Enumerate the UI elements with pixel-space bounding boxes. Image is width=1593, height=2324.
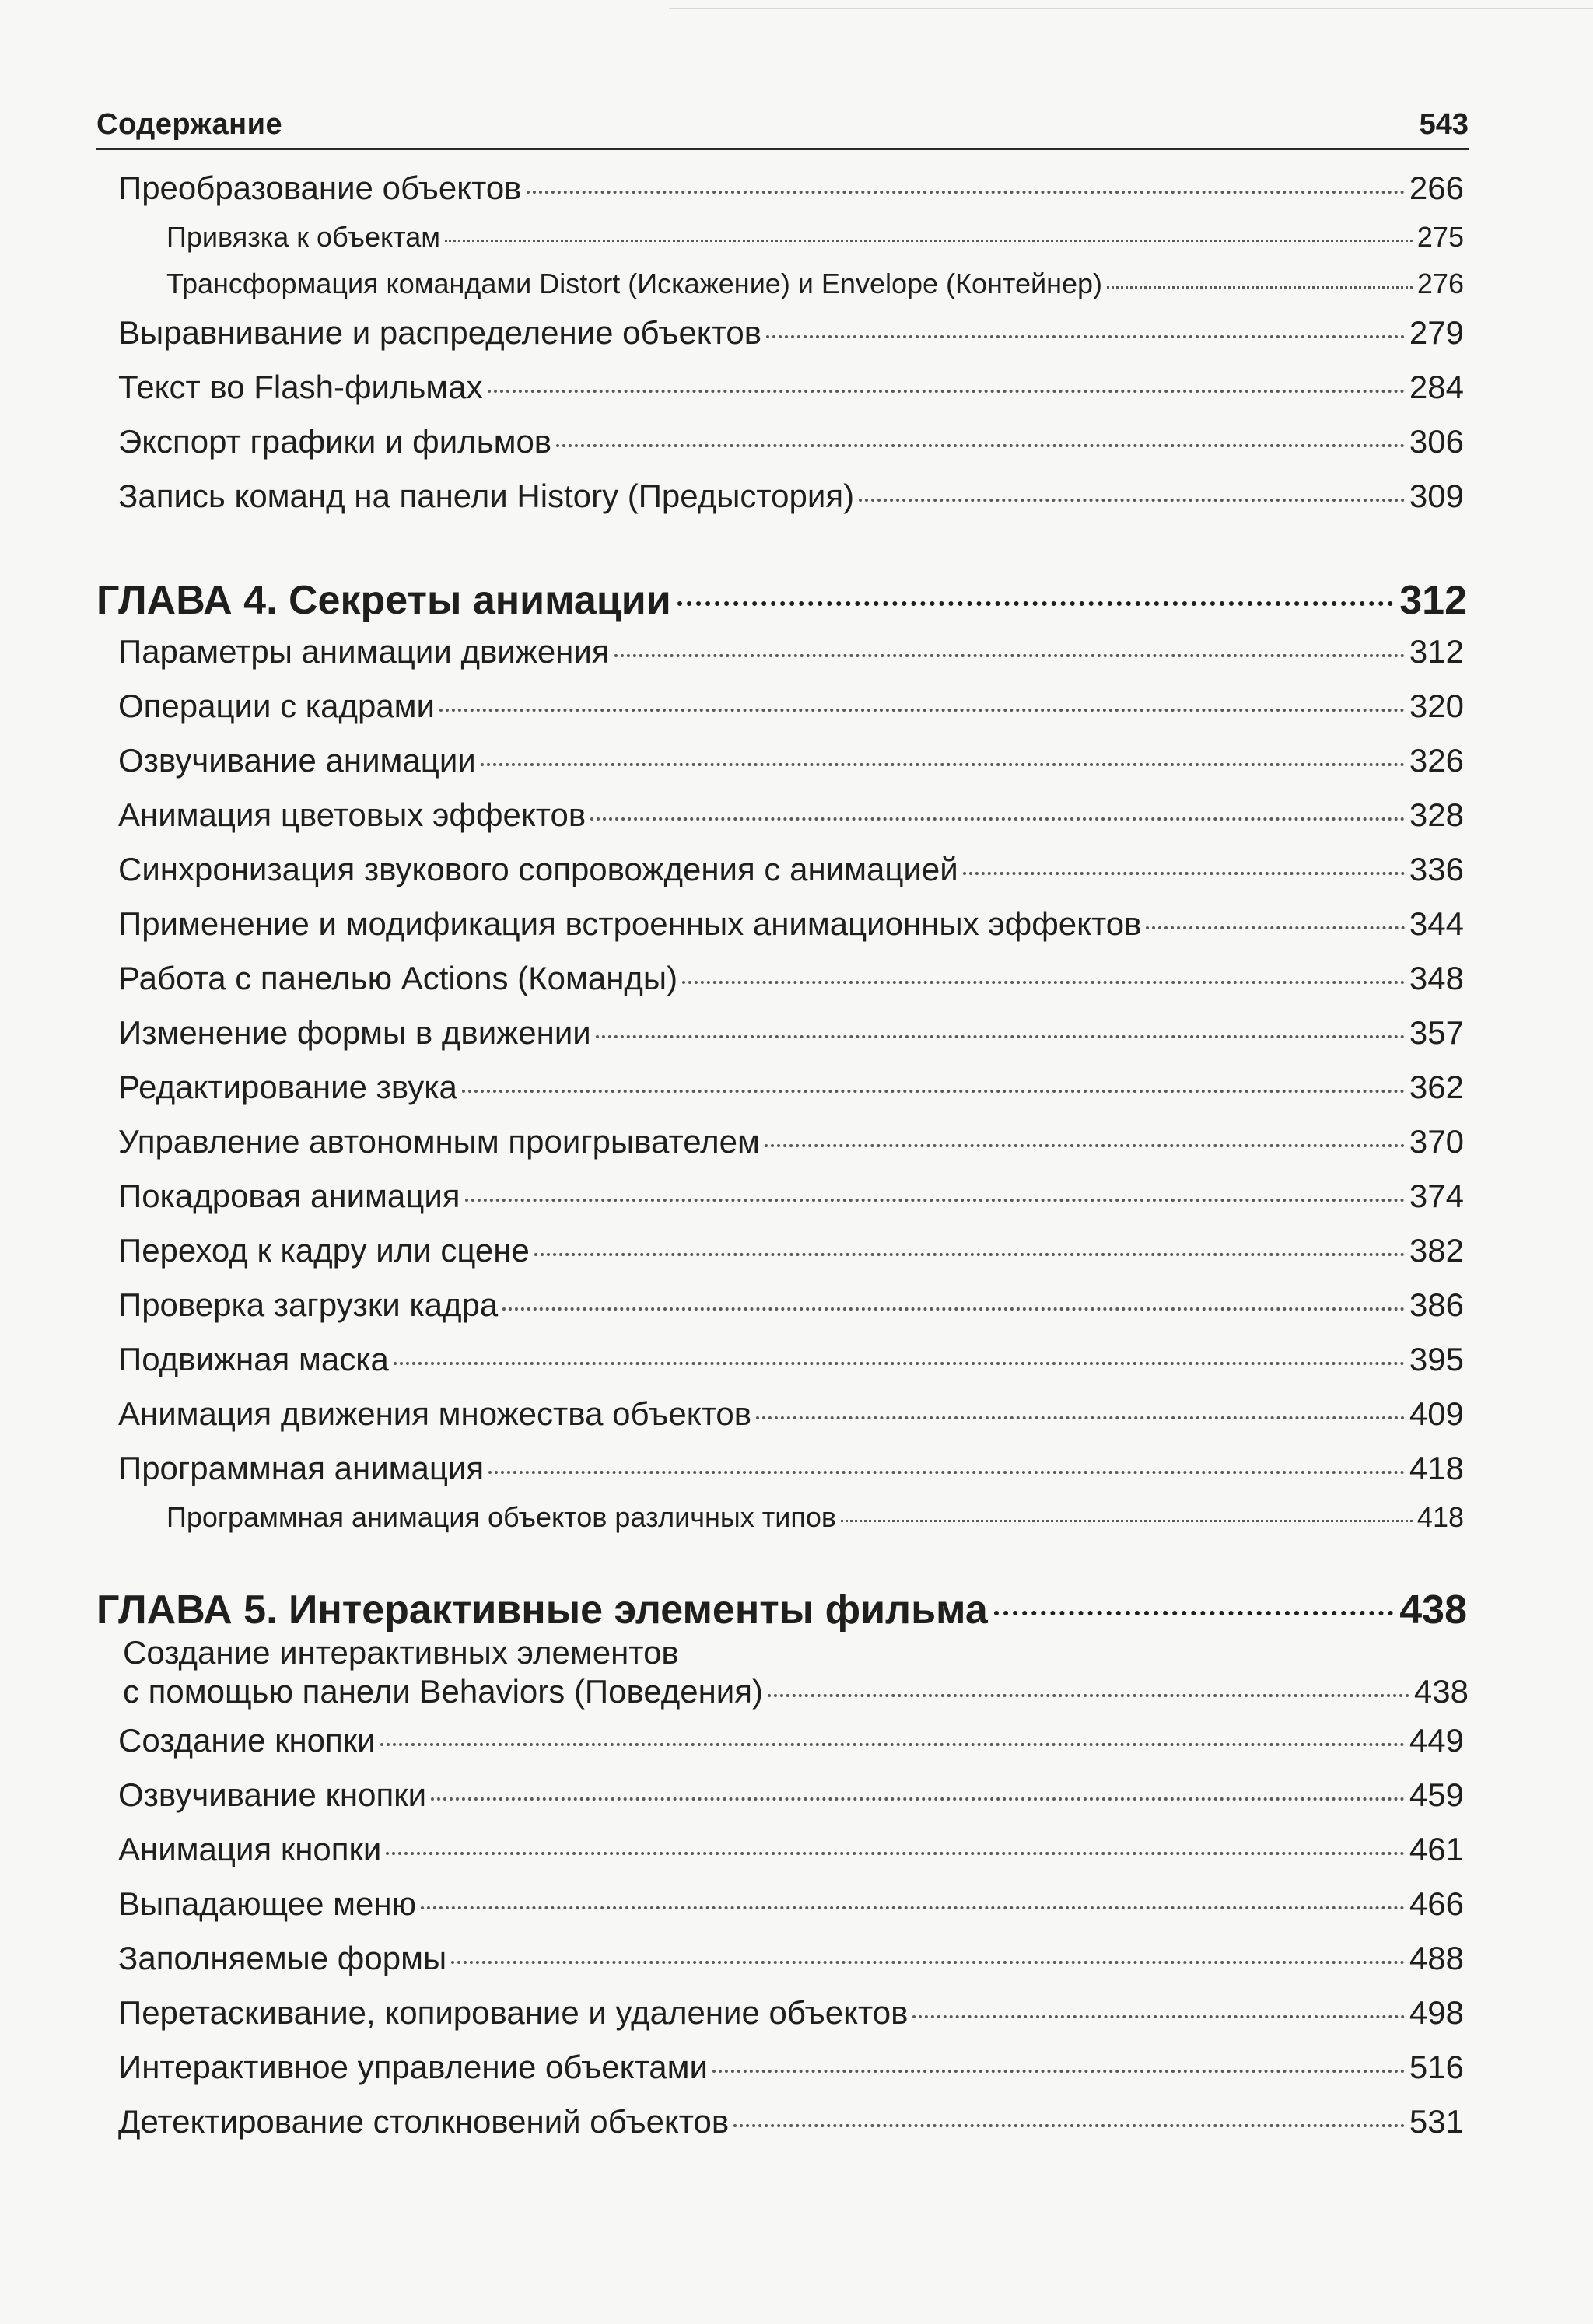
toc-entry: [118, 2049, 1464, 2086]
toc-entry-title: Программная анимация: [118, 1450, 485, 1486]
toc-dot-leader: [386, 1852, 1405, 1855]
toc-entry: [123, 1633, 1469, 1711]
toc-entry-title: Применение и модификация встроенных анимационных эффектов: [118, 905, 1142, 942]
toc-entry: [118, 1178, 1464, 1215]
toc-entry: [118, 851, 1464, 888]
toc-entry-title: Создание кнопки: [118, 1722, 376, 1759]
toc-dot-leader: [682, 981, 1405, 984]
toc-dot-leader: [439, 709, 1405, 712]
toc-entry-page: 438: [1413, 1673, 1469, 1710]
toc-dot-leader: [614, 654, 1405, 657]
toc-dot-leader: [590, 817, 1405, 821]
toc-entry-title: Редактирование звука: [118, 1069, 457, 1105]
toc-entry-page: 461: [1409, 1831, 1464, 1867]
toc-entry: [118, 1776, 1464, 1814]
toc-dot-leader: [768, 1694, 1409, 1697]
toc-entry-page: 374: [1409, 1178, 1464, 1214]
toc-dot-leader: [527, 191, 1405, 194]
toc-entry: [118, 1232, 1464, 1269]
toc-entry: [118, 633, 1464, 670]
running-header-page-number: 543: [1419, 108, 1469, 141]
toc-entry-title: Преобразование объектов: [118, 170, 522, 206]
toc-entry-page: 382: [1409, 1232, 1464, 1269]
toc-entry-title: Текст во Flash-фильмах: [118, 369, 483, 405]
toc-dot-leader: [1107, 286, 1413, 289]
toc-chapter-page: 438: [1399, 1587, 1467, 1633]
toc-dot-leader: [677, 601, 1394, 606]
toc-entry-title: Детектирование столкновений объектов: [118, 2103, 730, 2140]
toc-entry: [118, 1450, 1464, 1487]
toc-dot-leader: [1146, 926, 1404, 929]
toc-dot-leader: [394, 1362, 1405, 1365]
toc-entry: [118, 1123, 1464, 1160]
running-header-title: Содержание: [96, 108, 283, 141]
toc-entry-page: 418: [1409, 1450, 1464, 1486]
toc-dot-leader: [431, 1797, 1405, 1801]
toc-entry-page: 409: [1409, 1395, 1464, 1432]
toc-entry-page: 348: [1409, 960, 1464, 996]
toc-dot-leader: [765, 1144, 1405, 1147]
toc-entry: [118, 960, 1464, 997]
toc-dot-leader: [596, 1035, 1405, 1038]
toc-entry-page: 320: [1409, 688, 1464, 724]
toc-entry: [118, 423, 1464, 460]
toc-entry: [118, 742, 1464, 779]
toc-entry-page: 306: [1409, 423, 1464, 460]
toc-entry-title: Анимация движения множества объектов: [118, 1395, 752, 1432]
toc-entry: [118, 1286, 1464, 1324]
toc-entry-title: Трансформация командами Distort (Искажение) и Envelope (Контейнер): [166, 268, 1103, 299]
toc-entry: [118, 1722, 1464, 1759]
toc-dot-leader: [766, 335, 1405, 338]
toc-chapter-title: ГЛАВА 5. Интерактивные элементы фильма: [96, 1587, 988, 1633]
toc-entry-title: Работа с панелью Actions (Команды): [118, 960, 678, 996]
toc-subentry: [166, 221, 1464, 254]
toc-dot-leader: [380, 1743, 1405, 1746]
toc-entry: [118, 314, 1464, 352]
toc-entry-page: 466: [1409, 1885, 1464, 1922]
toc-subentry: [166, 1501, 1464, 1534]
toc-entry-title: Анимация цветовых эффектов: [118, 796, 586, 833]
toc-entry-title: Запись команд на панели History (Предыстория): [118, 478, 855, 514]
toc-entry-title: Интерактивное управление объектами: [118, 2049, 708, 2085]
toc-entry-title: Привязка к объектам: [166, 221, 441, 253]
toc-entry-title: Выравнивание и распределение объектов: [118, 314, 762, 351]
toc-entry-title: Параметры анимации движения: [118, 633, 610, 670]
toc-dot-leader: [963, 872, 1405, 875]
toc-entry: [118, 2103, 1464, 2140]
toc-entry-page: 312: [1409, 633, 1464, 670]
toc-entry-page: 395: [1409, 1341, 1464, 1377]
toc-chapter-heading: [96, 577, 1467, 624]
toc-chapter-page: 312: [1399, 578, 1467, 623]
toc-entry: [118, 1395, 1464, 1433]
toc-entry: [118, 1014, 1464, 1052]
toc-entry-page: 266: [1409, 170, 1464, 206]
toc-dot-leader: [994, 1611, 1393, 1615]
toc-entry: [118, 905, 1464, 943]
toc-dot-leader: [462, 1090, 1405, 1093]
toc-entry-title: Покадровая анимация: [118, 1178, 460, 1214]
toc-entry-page: 357: [1409, 1014, 1464, 1051]
toc-entry-title: Выпадающее меню: [118, 1885, 417, 1922]
toc-entry-page: 488: [1409, 1940, 1464, 1976]
toc-dot-leader: [534, 1253, 1405, 1256]
toc-entry-title: Анимация кнопки: [118, 1831, 382, 1867]
toc-entry-page: 531: [1409, 2103, 1464, 2140]
toc-entry-title: Заполняемые формы: [118, 1940, 447, 1976]
toc-entry: [118, 1885, 1464, 1923]
toc-dot-leader: [712, 2070, 1405, 2073]
toc-dot-leader: [841, 1520, 1413, 1522]
toc-dot-leader: [912, 2015, 1404, 2018]
toc-dot-leader: [756, 1416, 1405, 1419]
toc-entry: [118, 1831, 1464, 1868]
toc-entry-page: 459: [1409, 1776, 1464, 1813]
toc-entry-page: 516: [1409, 2049, 1464, 2085]
toc-entry-page: 284: [1409, 369, 1464, 405]
toc-entry-page: 370: [1409, 1123, 1464, 1160]
toc-entry-title: Экспорт графики и фильмов: [118, 423, 552, 460]
toc-entry-title: Перетаскивание, копирование и удаление объектов: [118, 1994, 909, 2031]
toc-subentry: [166, 268, 1464, 300]
toc-entry: [118, 1069, 1464, 1106]
toc-dot-leader: [445, 240, 1413, 242]
toc-entry: [118, 1994, 1464, 2032]
toc-entry-title: Подвижная маска: [118, 1341, 389, 1377]
toc-entry-title: Программная анимация объектов различных типов: [166, 1501, 836, 1533]
toc-entry-title: Озвучивание анимации: [118, 742, 476, 779]
toc-entry: [118, 688, 1464, 725]
toc-entry: [118, 1940, 1464, 1977]
toc-entry-page: 336: [1409, 851, 1464, 887]
toc-entry-page: 326: [1409, 742, 1464, 779]
toc-dot-leader: [488, 1471, 1405, 1474]
toc-entry-title: Проверка загрузки кадра: [118, 1286, 499, 1323]
toc-entry: [118, 796, 1464, 834]
toc-entry-title: Синхронизация звукового сопровождения с анимацией: [118, 851, 958, 887]
toc-entry-title: Управление автономным проигрывателем: [118, 1123, 760, 1160]
toc-entry-page: 344: [1409, 905, 1464, 942]
toc-dot-leader: [502, 1307, 1405, 1311]
toc-entry-page: 498: [1409, 1994, 1464, 2031]
toc-entry-title: Переход к кадру или сцене: [118, 1232, 530, 1269]
toc-entry-page: 279: [1409, 314, 1464, 351]
toc-entry: [118, 478, 1464, 515]
toc-dot-leader: [465, 1199, 1405, 1202]
toc-entry-page: 309: [1409, 478, 1464, 514]
toc-entry: [118, 1341, 1464, 1378]
toc-dot-leader: [421, 1906, 1405, 1909]
toc-dot-leader: [859, 499, 1405, 502]
toc-entry-page: 328: [1409, 796, 1464, 833]
toc-entry-title: Изменение формы в движении: [118, 1014, 591, 1051]
toc-entry-page: 362: [1409, 1069, 1464, 1105]
toc-chapter-title: ГЛАВА 4. Секреты анимации: [96, 578, 671, 623]
toc-chapter-heading: [96, 1587, 1467, 1633]
toc-entry: [118, 170, 1464, 207]
toc-dot-leader: [556, 444, 1405, 447]
toc-dot-leader: [451, 1961, 1405, 1964]
toc-entry-page: 386: [1409, 1286, 1464, 1323]
toc-entry-title: Озвучивание кнопки: [118, 1776, 427, 1813]
toc-entry-title: Операции с кадрами: [118, 688, 436, 724]
toc-entry-page: 276: [1416, 268, 1464, 299]
toc-entry-title: Создание интерактивных элементов: [123, 1634, 679, 1671]
toc-entry-title-continued: с помощью панели Behaviors (Поведения): [123, 1673, 763, 1710]
toc-dot-leader: [488, 390, 1405, 393]
toc-dot-leader: [481, 763, 1405, 766]
toc-entry: [118, 369, 1464, 406]
toc-entry-page: 418: [1416, 1501, 1464, 1533]
toc-entry-page: 275: [1416, 221, 1464, 253]
toc-dot-leader: [733, 2124, 1405, 2127]
toc-entry-page: 449: [1409, 1722, 1464, 1759]
